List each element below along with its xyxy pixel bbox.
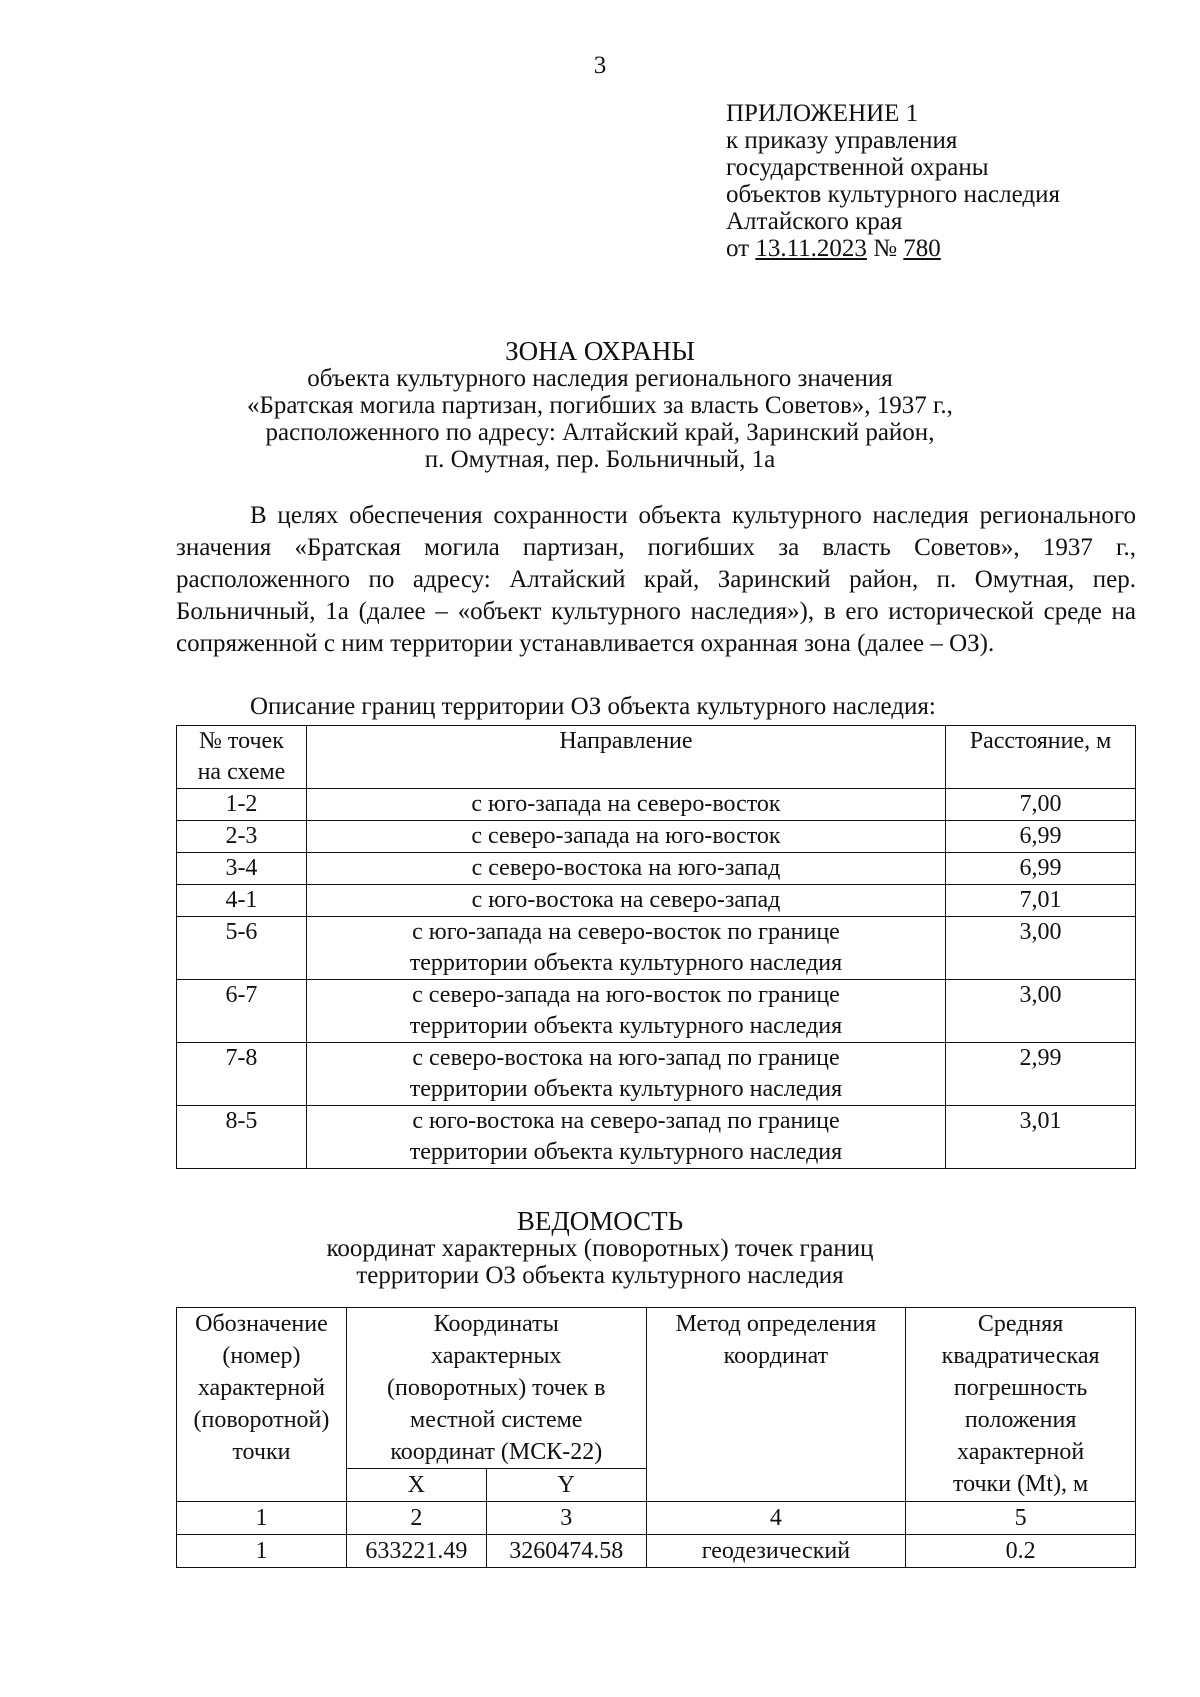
- statement-subtitle-line: территории ОЗ объекта культурного наследия: [356, 1262, 844, 1289]
- cell-distance: 7,00: [946, 789, 1136, 821]
- header-line: Обозначение: [195, 1311, 328, 1337]
- cell-points: 8-5: [177, 1106, 307, 1169]
- header-line: местной системе: [410, 1407, 583, 1433]
- direction-line: территории объекта культурного наследия: [409, 1076, 843, 1102]
- table-numbering-row: [177, 1502, 1136, 1535]
- cell-distance: 2,99: [946, 1043, 1136, 1106]
- column-number: 1: [177, 1502, 347, 1535]
- cell-direction: [306, 980, 945, 1043]
- cell-direction: [306, 917, 945, 980]
- cell-points: 2-3: [177, 821, 307, 853]
- cell-direction: [306, 853, 945, 885]
- intro-text: В целях обеспечения сохранности объекта культурного наследия регионального значения «Братская могила партизан, погибших за власть Советов», 1937 г., расположенного по адресу: Алтайский край, Заринский район, п. Омутная, пер. Больничный, 1а (далее – «объект культурного наследия»), в его исторической среде на сопряженной с ним территории устанавливается охранная зона (далее – ОЗ).: [176, 502, 1136, 657]
- cell-points: 1-2: [177, 789, 307, 821]
- table-row: [177, 885, 1136, 917]
- zone-subtitle-line: «Братская могила партизан, погибших за власть Советов», 1937 г.,: [247, 392, 953, 419]
- appendix-block: [726, 100, 1060, 262]
- table-row: [177, 789, 1136, 821]
- cell-distance: 3,00: [946, 917, 1136, 980]
- appendix-line: Алтайского края: [726, 208, 903, 235]
- direction-line: территории объекта культурного наследия: [409, 1139, 843, 1165]
- header-line: (номер): [222, 1343, 301, 1369]
- direction-line: с юго-запада на северо-восток: [471, 791, 781, 817]
- table-header-row: [177, 726, 1136, 789]
- appendix-date-line: [726, 235, 1060, 262]
- direction-line: с юго-востока на северо-запад по границе: [412, 1108, 840, 1134]
- appendix-line: объектов культурного наследия: [726, 181, 1060, 208]
- borders-table: [176, 725, 1136, 1169]
- header-y: Y: [486, 1469, 646, 1502]
- header-distance: Расстояние, м: [946, 726, 1136, 789]
- header-line: координат (МСК-22): [390, 1439, 603, 1465]
- direction-line: с юго-запада на северо-восток по границе: [412, 919, 840, 945]
- header-mean-error: [906, 1308, 1136, 1502]
- cell-error: 0.2: [906, 1535, 1136, 1568]
- appendix-title: ПРИЛОЖЕНИЕ 1: [726, 100, 919, 127]
- column-number: 2: [346, 1502, 486, 1535]
- statement-title: ВЕДОМОСТЬ: [516, 1206, 684, 1236]
- cell-distance: 6,99: [946, 821, 1136, 853]
- table-row: [177, 821, 1136, 853]
- header-points: [177, 726, 307, 789]
- direction-line: с северо-запада на юго-восток: [471, 823, 781, 849]
- cell-distance: 3,00: [946, 980, 1136, 1043]
- header-point-designation: [177, 1308, 347, 1502]
- table-row: [177, 1043, 1136, 1106]
- table-row: [177, 853, 1136, 885]
- table-row: [177, 1106, 1136, 1169]
- header-line: положения: [964, 1407, 1077, 1433]
- cell-points: 6-7: [177, 980, 307, 1043]
- statement-subtitle-line: координат характерных (поворотных) точек границ: [326, 1235, 874, 1262]
- header-line: характерной: [957, 1439, 1085, 1465]
- cell-direction: [306, 1043, 945, 1106]
- order-number: 780: [903, 235, 941, 262]
- direction-line: с северо-запада на юго-восток по границе: [412, 982, 840, 1008]
- cell-x: 633221.49: [346, 1535, 486, 1568]
- cell-direction: [306, 789, 945, 821]
- header-line: характерной: [197, 1375, 326, 1401]
- table-row: [177, 917, 1136, 980]
- cell-points: 3-4: [177, 853, 307, 885]
- header-line: (поворотных) точек в: [387, 1375, 606, 1401]
- table-row: [177, 980, 1136, 1043]
- header-line: квадратическая: [941, 1343, 1100, 1369]
- column-number: 4: [646, 1502, 906, 1535]
- header-line: координат: [723, 1343, 829, 1369]
- header-x: X: [346, 1469, 486, 1502]
- coordinates-table: [176, 1307, 1136, 1568]
- zone-title: ЗОНА ОХРАНЫ: [505, 336, 695, 366]
- cell-direction: [306, 1106, 945, 1169]
- zone-subtitle-line: п. Омутная, пер. Больничный, 1а: [424, 446, 776, 473]
- table-row: [177, 1535, 1136, 1568]
- cell-distance: 6,99: [946, 853, 1136, 885]
- header-method: [646, 1308, 906, 1502]
- appendix-line: к приказу управления: [726, 127, 958, 154]
- header-points-line: на схеме: [197, 759, 286, 785]
- zone-subtitle-line: объекта культурного наследия регионального значения: [307, 365, 893, 392]
- header-line: точки: [232, 1439, 291, 1465]
- header-points-line: № точек: [199, 728, 284, 754]
- header-line: Метод определения: [675, 1311, 877, 1337]
- cell-distance: 7,01: [946, 885, 1136, 917]
- cell-points: 5-6: [177, 917, 307, 980]
- cell-points: 4-1: [177, 885, 307, 917]
- cell-direction: [306, 821, 945, 853]
- header-line: точки (Mt), м: [952, 1471, 1089, 1497]
- cell-points: 7-8: [177, 1043, 307, 1106]
- header-direction: Направление: [306, 726, 945, 789]
- cell-y: 3260474.58: [486, 1535, 646, 1568]
- column-number: 5: [906, 1502, 1136, 1535]
- header-line: характерных: [431, 1343, 562, 1369]
- cell-point: 1: [177, 1535, 347, 1568]
- column-number: 3: [486, 1502, 646, 1535]
- number-prefix: №: [873, 235, 898, 262]
- cell-method: геодезический: [646, 1535, 906, 1568]
- date-prefix: от: [726, 235, 750, 262]
- cell-distance: 3,01: [946, 1106, 1136, 1169]
- direction-line: с юго-востока на северо-запад: [471, 887, 781, 913]
- borders-caption: Описание границ территории ОЗ объекта культурного наследия:: [250, 693, 936, 720]
- direction-line: с северо-востока на юго-запад: [471, 855, 781, 881]
- header-line: (поворотной): [193, 1407, 330, 1433]
- zone-heading: [150, 338, 1050, 473]
- direction-line: территории объекта культурного наследия: [409, 950, 843, 976]
- page-number: 3: [593, 52, 607, 79]
- statement-heading: [150, 1208, 1050, 1289]
- header-line: Средняя: [977, 1311, 1064, 1337]
- header-coordinates: [346, 1308, 646, 1469]
- order-date: 13.11.2023: [755, 235, 867, 262]
- zone-subtitle-line: расположенного по адресу: Алтайский край, Заринский район,: [265, 419, 935, 446]
- direction-line: территории объекта культурного наследия: [409, 1013, 843, 1039]
- appendix-line: государственной охраны: [726, 154, 989, 181]
- cell-direction: [306, 885, 945, 917]
- header-line: погрешность: [953, 1375, 1088, 1401]
- table-header-row: [177, 1308, 1136, 1469]
- direction-line: с северо-востока на юго-запад по границе: [412, 1045, 840, 1071]
- intro-paragraph: [176, 500, 1136, 660]
- header-line: Координаты: [433, 1311, 559, 1337]
